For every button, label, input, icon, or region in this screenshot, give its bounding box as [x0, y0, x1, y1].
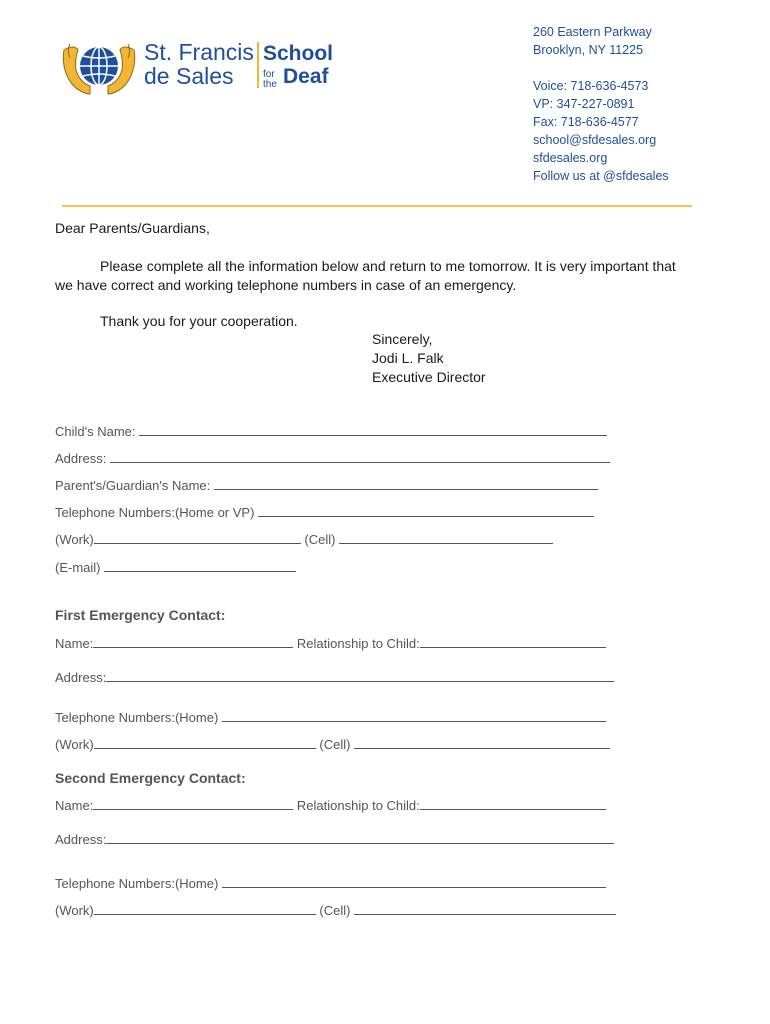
email-row [55, 560, 296, 575]
childs-name-field[interactable] [139, 424, 607, 436]
first-contact-work-label: (Work) [55, 737, 94, 752]
logo-the: the [263, 79, 277, 90]
contact-social: Follow us at @sfdesales [533, 169, 669, 183]
second-contact-address-label: Address: [55, 832, 107, 847]
work-label: (Work) [55, 532, 94, 547]
first-contact-address-field[interactable] [106, 670, 614, 682]
salutation: Dear Parents/Guardians, [55, 220, 210, 236]
second-contact-work-label: (Work) [55, 903, 94, 918]
childs-name-row [55, 424, 607, 439]
logo-school: School [263, 42, 334, 65]
second-contact-heading: Second Emergency Contact: [55, 770, 246, 786]
second-contact-telephone-row [55, 876, 606, 891]
contact-address-line1: 260 Eastern Parkway [533, 25, 652, 39]
first-contact-cell-label: (Cell) [319, 737, 351, 752]
work-field[interactable] [94, 532, 301, 544]
second-contact-work-cell-row [55, 903, 616, 918]
telephone-label: Telephone Numbers:(Home or VP) [55, 505, 255, 520]
address-label: Address: [55, 451, 107, 466]
cell-field[interactable] [339, 532, 553, 544]
logo-name-line1: St. Francis [144, 39, 254, 65]
work-cell-row [55, 532, 553, 547]
second-contact-relationship-label: Relationship to Child: [296, 798, 420, 813]
contact-voice: Voice: 718-636-4573 [533, 79, 649, 93]
contact-email: school@sfdesales.org [533, 133, 657, 147]
childs-name-label: Child's Name: [55, 424, 136, 439]
contact-website: sfdesales.org [533, 151, 608, 165]
second-contact-name-label: Name: [55, 798, 94, 813]
logo-name [144, 40, 254, 88]
logo-for-the [263, 70, 277, 90]
letter-signer-title: Executive Director [372, 369, 486, 385]
logo-deaf: Deaf [283, 65, 329, 88]
logo-for: for [263, 69, 275, 80]
second-contact-work-field[interactable] [94, 903, 316, 915]
contact-address-line2: Brooklyn, NY 11225 [533, 43, 644, 57]
first-contact-work-field[interactable] [94, 737, 316, 749]
first-contact-name-label: Name: [55, 636, 94, 651]
address-field[interactable] [110, 451, 610, 463]
header-divider [62, 205, 692, 207]
cell-label: (Cell) [304, 532, 336, 547]
first-contact-telephone-row [55, 710, 606, 725]
first-contact-name-row [55, 636, 606, 651]
letter-paragraph-line1: Please complete all the information below and return to me tomorrow. It is very important that [100, 258, 676, 274]
first-contact-relationship-label: Relationship to Child: [296, 636, 420, 651]
telephone-row [55, 505, 594, 520]
letter-closing: Sincerely, [372, 331, 433, 347]
email-label: (E-mail) [55, 560, 101, 575]
letter-paragraph-line2: we have correct and working telephone numbers in case of an emergency. [55, 277, 517, 293]
second-contact-name-row [55, 798, 606, 813]
second-contact-telephone-field[interactable] [222, 876, 606, 888]
parent-name-field[interactable] [214, 478, 598, 490]
letter-thanks: Thank you for your cooperation. [100, 313, 298, 329]
first-contact-telephone-label: Telephone Numbers:(Home) [55, 710, 219, 725]
email-field[interactable] [104, 560, 296, 572]
logo-divider [257, 42, 259, 88]
first-contact-name-field[interactable] [93, 636, 293, 648]
first-contact-address-row [55, 670, 614, 685]
contact-fax: Fax: 718-636-4577 [533, 115, 639, 129]
second-contact-cell-label: (Cell) [319, 903, 351, 918]
first-contact-telephone-field[interactable] [222, 710, 606, 722]
second-contact-name-field[interactable] [93, 798, 293, 810]
school-logo [60, 36, 350, 100]
hands-globe-logo-icon [60, 36, 138, 98]
telephone-field[interactable] [258, 505, 594, 517]
contact-vp: VP: 347-227-0891 [533, 97, 635, 111]
first-contact-relationship-field[interactable] [420, 636, 606, 648]
letter-signer: Jodi L. Falk [372, 350, 444, 366]
second-contact-telephone-label: Telephone Numbers:(Home) [55, 876, 219, 891]
first-contact-heading: First Emergency Contact: [55, 607, 226, 623]
address-row [55, 451, 610, 466]
logo-name-line2: de Sales [144, 63, 234, 89]
first-contact-work-cell-row [55, 737, 610, 752]
parent-name-row [55, 478, 598, 493]
second-contact-address-field[interactable] [106, 832, 614, 844]
second-contact-address-row [55, 832, 614, 847]
first-contact-address-label: Address: [55, 670, 107, 685]
parent-name-label: Parent's/Guardian's Name: [55, 478, 211, 493]
second-contact-cell-field[interactable] [354, 903, 616, 915]
contact-info [533, 23, 669, 185]
second-contact-relationship-field[interactable] [420, 798, 606, 810]
first-contact-cell-field[interactable] [354, 737, 610, 749]
